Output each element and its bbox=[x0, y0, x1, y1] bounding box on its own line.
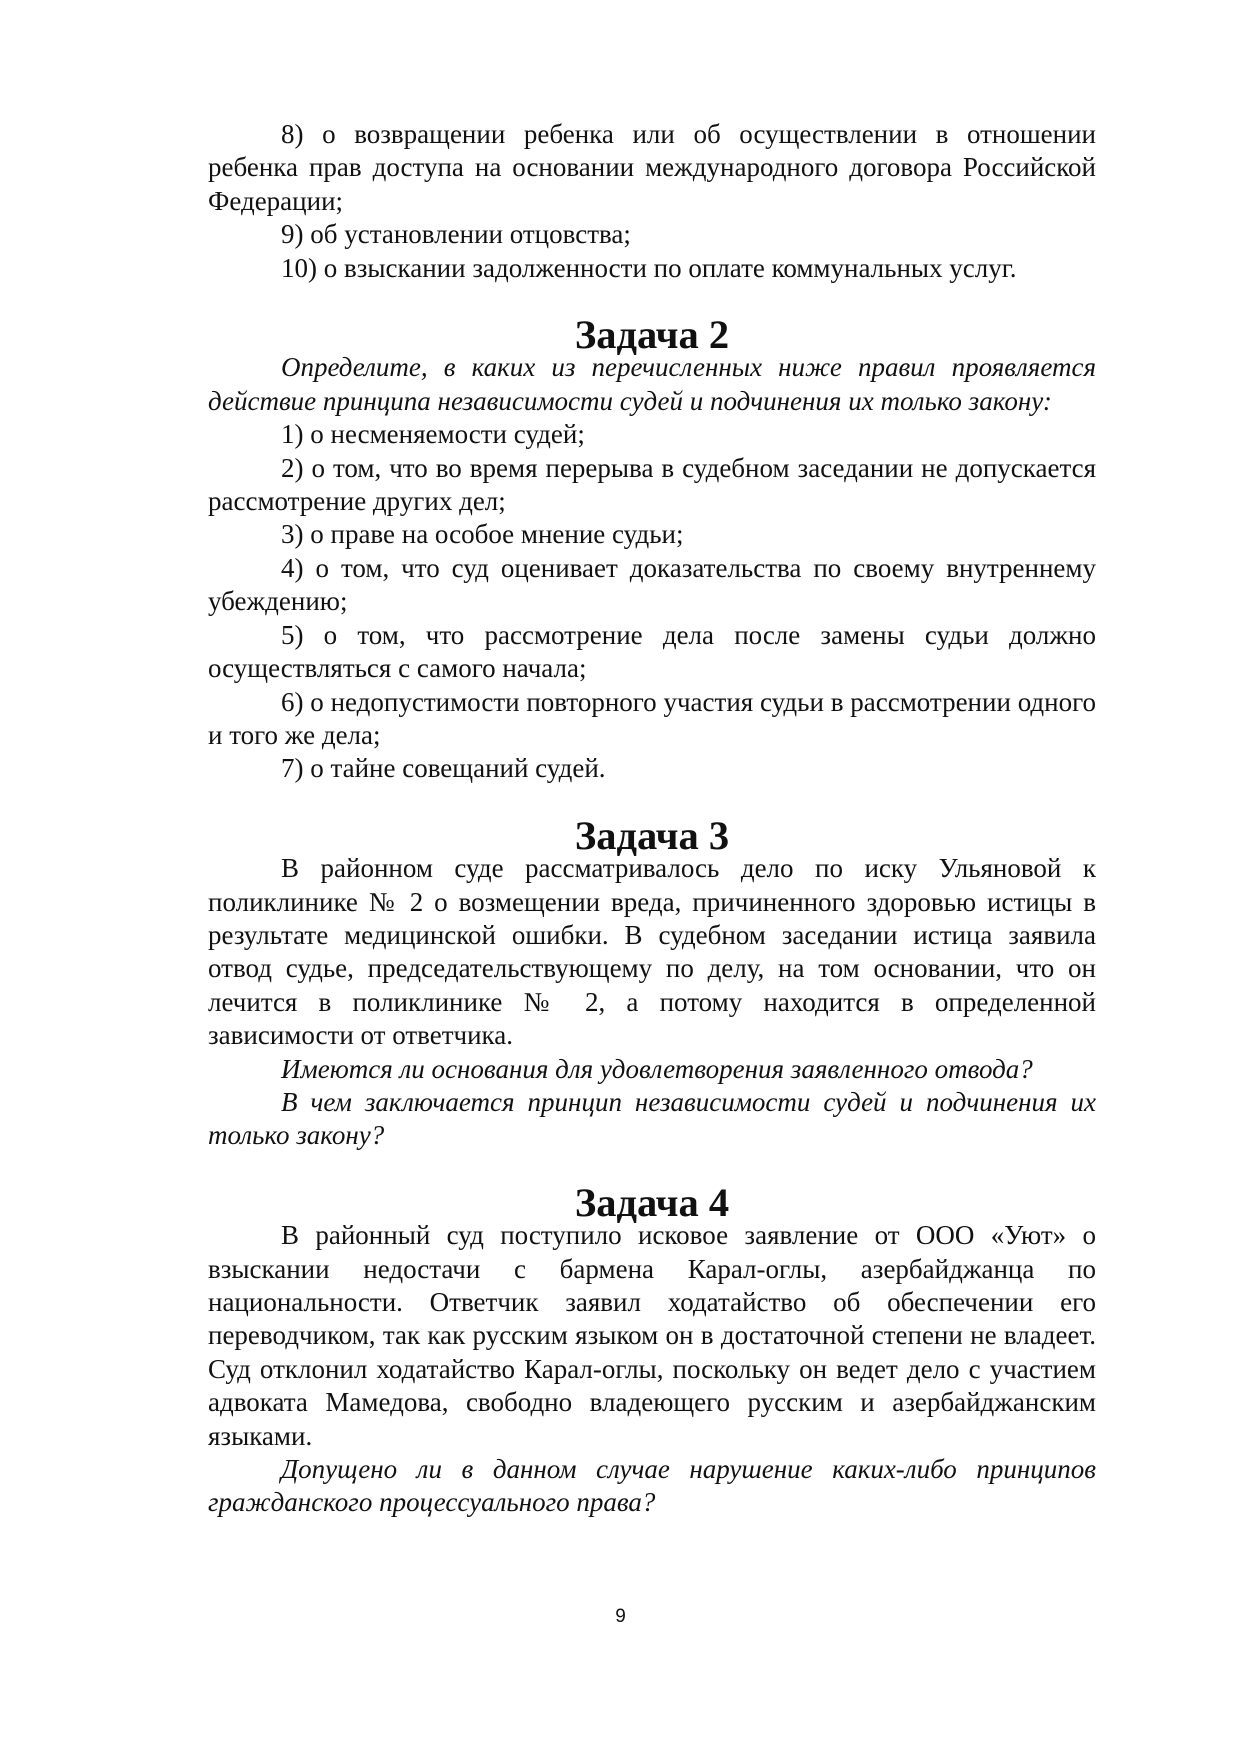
task-3-section bbox=[208, 812, 1096, 1153]
page-number: 9 bbox=[615, 1606, 626, 1627]
task-2-item-2: 2) о том, что во время перерыва в судебном заседании не допускается рассмотрение других дел; bbox=[208, 452, 1096, 517]
list-item-9: 9) об установлении отцовства; bbox=[281, 219, 631, 250]
task-2-title: Задача 2 bbox=[574, 312, 730, 358]
task-3-text: В районном суде рассматривалось дело по иску Ульяновой к поликлинике № 2 о возмещении вреда, причиненного здоровью истицы в результате медицинской ошибки. В судебном заседании истица заявила отвод судье, председательствующему по делу, на том основании, что он лечится в поликлинике № 2, а потому находится в определенной зависимости от ответчика. bbox=[208, 853, 1096, 1051]
task-2-item-7: 7) о тайне совещаний судей. bbox=[281, 753, 606, 784]
task-4-section bbox=[208, 1179, 1096, 1520]
task-3-question-1: Имеются ли основания для удовлетворения заявленного отвода? bbox=[281, 1053, 1033, 1084]
task-2-item-1: 1) о несменяемости судей; bbox=[281, 419, 585, 450]
task-2-item-3: 3) о праве на особое мнение судьи; bbox=[281, 519, 684, 550]
task-2-item-4: 4) о том, что суд оценивает доказательства по своему внутреннему убеждению; bbox=[208, 552, 1096, 617]
intro-list bbox=[208, 118, 1096, 285]
task-2-item-5: 5) о том, что рассмотрение дела после замены судьи должно осуществляться с самого начала; bbox=[208, 619, 1096, 684]
task-3-title: Задача 3 bbox=[574, 812, 730, 858]
document-page bbox=[208, 118, 1096, 1520]
task-4-title: Задача 4 bbox=[574, 1179, 730, 1225]
list-item-8: 8) о возвращении ребенка или об осуществлении в отношении ребенка прав доступа на основании международного договора Российской Федерации; bbox=[208, 119, 1096, 216]
task-2-item-6: 6) о недопустимости повторного участия судьи в рассмотрении одного и того же дела; bbox=[208, 686, 1096, 750]
list-item-10: 10) о взыскании задолженности по оплате коммунальных услуг. bbox=[281, 252, 1017, 283]
task-2-section bbox=[208, 312, 1096, 786]
task-4-question: Допущено ли в данном случае нарушение каких-либо принципов гражданского процессуального права? bbox=[208, 1454, 1096, 1518]
task-3-question-2: В чем заключается принцип независимости судей и подчинения их только закону? bbox=[208, 1086, 1096, 1151]
task-4-text: В районный суд поступило исковое заявление от ООО «Уют» о взыскании недостачи с бармена Карал-оглы, азербайджанца по национальности. Ответчик заявил ходатайство об обеспечении его переводчиком, так как русским языком он в достаточной степени не владеет. Суд отклонил ходатайство Карал-оглы, поскольку он ведет дело с участием адвоката Мамедова, свободно владеющего русским и азербайджанским языками. bbox=[208, 1220, 1096, 1451]
task-2-question: Определите, в каких из перечисленных ниже правил проявляется действие принципа независимости судей и подчинения их только закону: bbox=[208, 352, 1096, 416]
